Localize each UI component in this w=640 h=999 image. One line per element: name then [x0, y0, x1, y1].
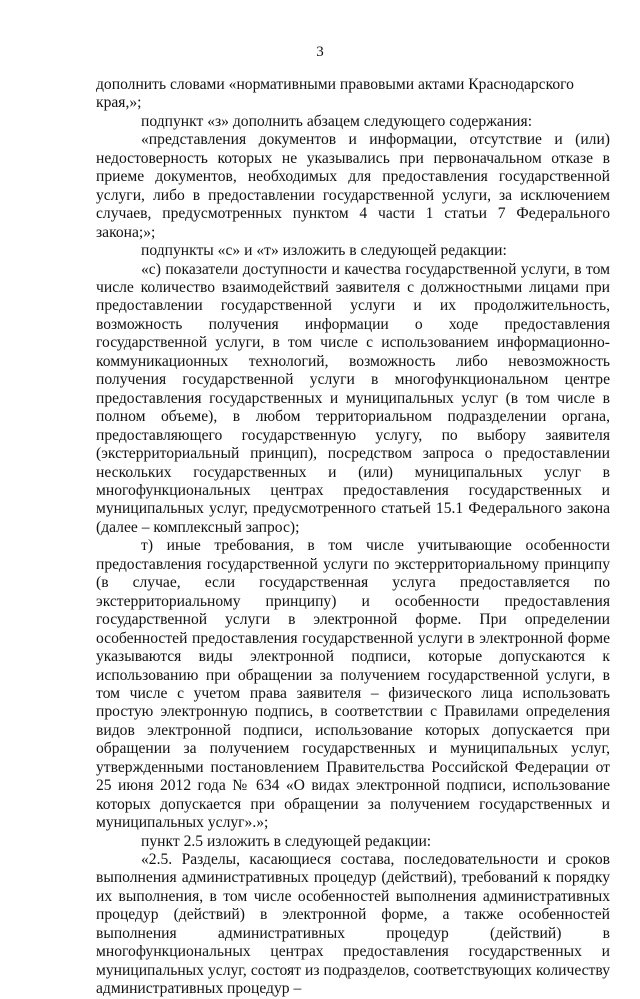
paragraph-subpoint-s-text: «с) показатели доступности и качества государственной услуги, в том числе количество взаимодействий заявителя с должностными лицами при предоставлении государственной услуги и их продолжительность, возможность получения информации о ходе предоставления государственной услуги, в том числе с использованием информационно-коммуникационных технологий, возможность либо невозможность получения государственной услуги в многофункциональном центре предоставления государственных и муниципальных услуг (в том числе в полном объеме), в любом территориальном подразделении органа, предоставляющего государственную услугу, по выбору заявителя (экстерриториальный принцип), посредством запроса о предоставлении нескольких государственных и (или) муниципальных услуг в многофункциональных центрах предоставления государственных и муниципальных услуг, предусмотренного статьей 15.1 Федерального закона (далее – комплексный запрос); — [96, 260, 610, 536]
paragraph-subpoints-s-t-intro: подпункты «с» и «т» изложить в следующей редакции: — [141, 242, 507, 260]
page-number: 3 — [316, 44, 324, 60]
paragraph-amendment-words: дополнить словами «нормативными правовыми актами Краснодарского края,»; — [96, 76, 574, 112]
document-body — [96, 76, 610, 999]
paragraph-subpoint-z-intro: подпункт «з» дополнить абзацем следующего содержания: — [141, 112, 533, 130]
paragraph-subpoint-t-text: т) иные требования, в том числе учитывающие особенности предоставления государственной услуги по экстерриториальному принципу (в случае, если государственная услуга предоставляется по экстерриториальному принципу) и особенности предоставления государственной услуги в электронной форме. При определении особенностей предоставления государственной услуги в электронной форме указываются виды электронной подписи, которые допускаются к использованию при обращении за получением государственной услуги, в том числе с учетом права заявителя – физического лица использовать простую электронную подпись, в соответствии с Правилами определения видов электронной подписи, использование которых допускается при обращении за получением государственных и муниципальных услуг, утвержденными постановлением Правительства Российской Федерации от 25 июня 2012 года № 634 «О видах электронной подписи, использование которых допускается при обращении за получением государственных и муниципальных услуг».»; — [96, 537, 610, 832]
paragraph-point-2-5-intro: пункт 2.5 изложить в следующей редакции: — [141, 832, 432, 850]
paragraph-point-2-5-text: «2.5. Разделы, касающиеся состава, последовательности и сроков выполнения административных процедур (действий), требований к порядку их выполнения, в том числе особенностей выполнения административных процедур (действий) в электронной форме, а также особенностей выполнения административных процедур (действий) в многофункциональных центрах предоставления государственных и муниципальных услуг, состоят из подразделов, соответствующих количеству административных процедур – — [96, 851, 610, 998]
paragraph-subpoint-z-text: «представления документов и информации, отсутствие и (или) недостоверность которых не указывались при первоначальном отказе в приеме документов, необходимых для предоставления государственной услуги, либо в предоставлении государственной услуги, за исключением случаев, предусмотренных пунктом 4 части 1 статьи 7 Федерального закона;»; — [96, 131, 610, 241]
